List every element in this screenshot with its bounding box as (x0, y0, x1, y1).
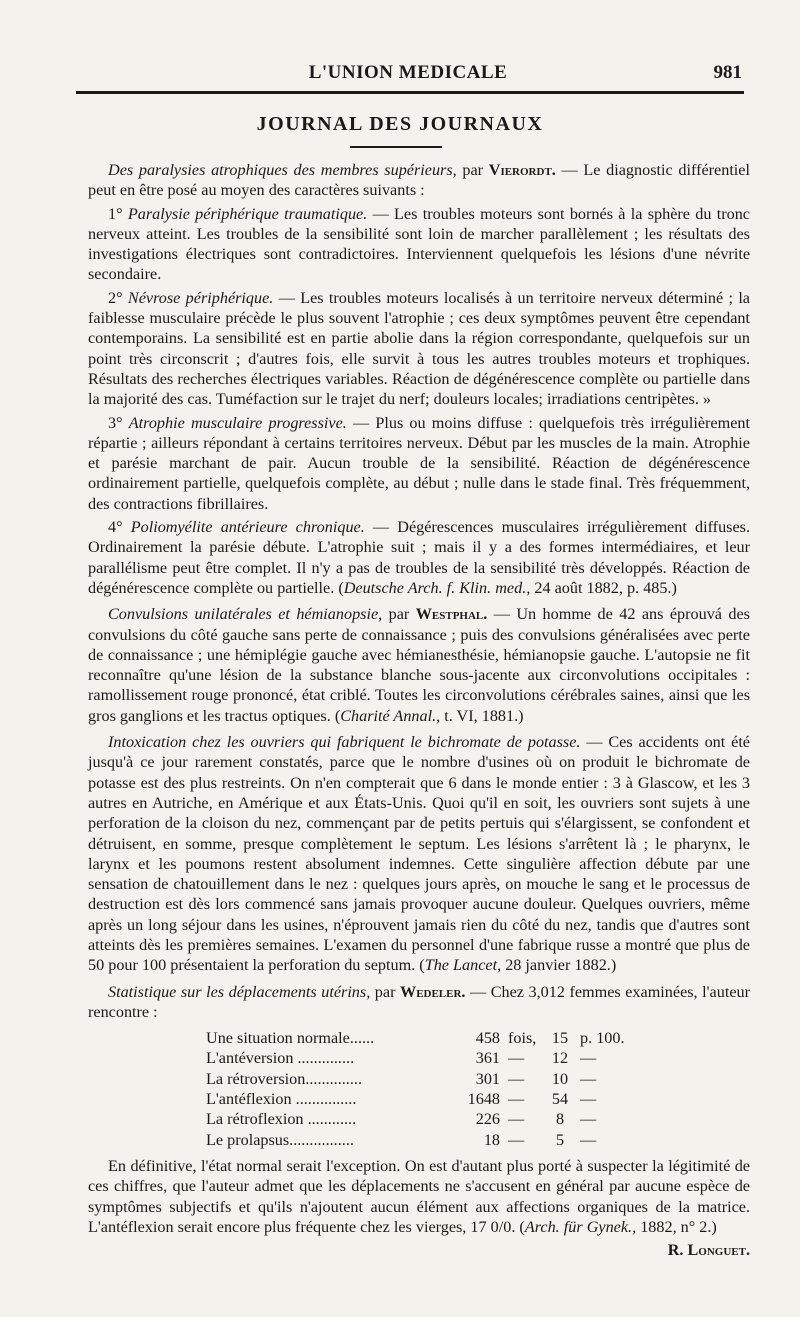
row-count: 458 (475, 1029, 500, 1048)
row-label: L'antéversion .............. (206, 1049, 355, 1068)
author-name: Vierordt. (488, 161, 556, 179)
row-label: Le prolapsus................ (206, 1130, 354, 1149)
row-label: L'antéflexion ............... (206, 1090, 357, 1109)
article-item (88, 413, 750, 514)
article-item (88, 288, 750, 410)
item-number: 2° (108, 288, 128, 307)
row-percent: 5 (555, 1130, 565, 1149)
row-percent-unit: — (580, 1049, 597, 1068)
item-text: — Les troubles moteurs localisés à un territoire nerveux déterminé ; la faiblesse musculaire précède le plus souvent l'atrophie ; ces deux symptômes peuvent être cependant contemporains. La sensibilité est en partie abolie dans la région correspondante, quelquefois sur un point très circonscrit ; d'autres fois, elle survit à tous les autres troubles moteurs et trophiques. Résultats des recherches électriques variables. Réaction de dégénérescence complète ou partielle dans la majorité des cas. Tuméfaction sur le trajet du nerf; douleurs locales; irradiations centripètes. » (88, 288, 750, 409)
article-conclusion (88, 1156, 750, 1237)
table-row (206, 1048, 625, 1068)
author-prefix: par (456, 161, 489, 179)
row-count: 1648 (467, 1090, 500, 1109)
item-text: — Dégérescences musculaires irrégulièrement diffuses. Ordinairement la parésie débute. L'atrophie suit ; mais il y a des formes intermédiaires, et leur parallélisme peut être complet. Il n'y a pas de troubles de la sensibilité très développés. Réaction de dégénérescence complète ou partielle. ( (88, 518, 750, 597)
author-prefix: par (370, 982, 400, 1001)
row-count: 361 (475, 1049, 500, 1068)
item-title: Paralysie périphérique traumatique. (127, 204, 368, 223)
article-title: Convulsions unilatérales et hémianopsie, (108, 605, 383, 624)
title-rule (350, 146, 442, 148)
table-row (206, 1130, 625, 1150)
header-rule (76, 91, 744, 94)
row-percent-unit: — (580, 1069, 597, 1088)
table-row (206, 1109, 625, 1129)
article-intro-text: — Le diagnostic différentiel peut en être posé au moyen des caractères suivants : (88, 161, 750, 200)
row-label: La rétroversion.............. (206, 1069, 362, 1088)
section-title: JOURNAL DES JOURNAUX (256, 113, 544, 135)
article-title: Des paralysies atrophiques des membres supérieurs, (108, 161, 457, 179)
row-unit: — (508, 1090, 525, 1109)
item-number: 3° (108, 413, 129, 432)
citation-source: Deutsche Arch. f. Klin. med., (343, 578, 531, 597)
row-count: 301 (475, 1069, 500, 1088)
citation-rest: 24 août 1882, p. 485.) (530, 578, 677, 597)
article-title: Intoxication chez les ouvriers qui fabriquent le bichromate de potasse. (108, 733, 581, 752)
row-unit: — (508, 1130, 525, 1149)
article-wedeler (88, 982, 750, 1023)
item-number: 1° (108, 204, 128, 223)
author-name: Wedeler. (400, 982, 466, 1001)
running-title: L'UNION MEDICALE (308, 62, 508, 83)
citation-rest: 1882, n° 2.) (636, 1217, 717, 1236)
row-percent: 15 (551, 1029, 569, 1048)
citation-rest: t. VI, 1881.) (440, 706, 524, 725)
article-item (88, 517, 750, 598)
signature-line (88, 1240, 750, 1260)
article-westphal (88, 604, 750, 726)
row-count: 226 (475, 1110, 500, 1129)
running-header (76, 58, 740, 88)
statistics-table (206, 1028, 625, 1150)
item-text: — Plus ou moins diffuse : quelquefois très irrégulièrement répartie ; ailleurs répondant à certains territoires nerveux. Début par les muscles de la main. Atrophie et parésie marchant de pair. Aucun trouble de la sensibilité. Réaction de dégénérescence ordinairement partielle, quelquefois complète, au début ; nulle dans le stade final. Très fréquemment, des contractions fibrillaires. (88, 413, 750, 513)
item-number: 4° (108, 518, 131, 537)
item-title: Névrose périphérique. (127, 288, 274, 307)
item-text: — Les troubles moteurs sont bornés à la sphère du tronc nerveux atteint. Les troubles de la sensibilité sont loin de marcher parallèlement ; les résultats des investigations électriques sont contradictoires. Interviennent quelquefois les lésions d'une névrite secondaire. (88, 204, 750, 284)
author-name: Westphal. (415, 605, 488, 624)
table-row (206, 1028, 625, 1048)
item-title: Atrophie musculaire progressive. (128, 413, 347, 432)
row-percent-unit: — (580, 1090, 597, 1109)
row-unit: fois, (508, 1029, 537, 1048)
article-text: — Ces accidents ont été jusqu'à ce jour rarement constatés, parce que le nombre d'usines où on produit le bichromate de potasse est des plus restreints. On n'en compterait que 6 dans le monde entier : 3 à Glascow, et les 3 autres en Autriche, en Amérique et aux États-Unis. Quoi qu'il en soit, les ouvriers sont sujets à une perforation de la cloison du nez, commençant par de petits pertuis qui s'élargissent, se confondent et détruisent, en somme, presque complètement le septum. Les lésions s'arrêtent là ; le pharynx, le larynx et les poumons restent absolument indemnes. Cette singulière affection débute par une sensation de chatouillement dans le nez : quelques jours après, on mouche le sang et le processus de destruction est dès lors commencé sans jamais provoquer aucune douleur. Quelques ouvriers, même après un long séjour dans les usines, n'éprouvent jamais rien du côté du nez, tandis que d'autres sont atteints dès les premières semaines. L'examen du personnel d'une fabrique russe a montré que plus de 50 pour 100 présentaient la perforation du septum. ( (88, 733, 750, 975)
table-row (206, 1089, 625, 1109)
citation-source: Charité Annal., (340, 706, 441, 725)
article-bichromate (88, 732, 750, 976)
row-percent: 10 (551, 1069, 569, 1088)
row-unit: — (508, 1049, 525, 1068)
article-vierordt-intro (88, 160, 750, 201)
page-number: 981 (713, 62, 742, 83)
table-row (206, 1069, 625, 1089)
row-unit: — (508, 1069, 525, 1088)
article-item (88, 204, 750, 285)
row-percent-unit: — (580, 1110, 597, 1129)
article-body (88, 160, 750, 1263)
citation-source: Arch. für Gynek., (524, 1217, 637, 1236)
citation-rest: 28 janvier 1882.) (501, 956, 617, 975)
row-count: 18 (483, 1130, 500, 1149)
row-percent: 8 (555, 1110, 565, 1129)
row-label: Une situation normale...... (206, 1029, 375, 1048)
article-intro-text: — Chez 3,012 femmes examinées, l'auteur rencontre : (88, 982, 750, 1021)
item-title: Poliomyélite antérieure chronique. (130, 518, 365, 537)
article-title: Statistique sur les déplacements utérins, (108, 982, 371, 1001)
article-text: — Un homme de 42 ans éprouvá des convulsions du côté gauche sans perte de connaissance ; puis des convulsions généralisées avec perte de connaissance ; une hémiplégie gauche avec hémianesthésie, hémianopsie gauche. L'autopsie ne fit reconnaître qu'une lésion de la substance blanche sous-jacente aux circonvolutions occipitales : ramollissement rouge prononcé, état criblé. Toutes les circonvolutions cérébrales saines, ainsi que les gros ganglions et les tractus optiques. ( (88, 605, 750, 725)
row-percent: 12 (551, 1049, 569, 1068)
author-prefix: par (382, 605, 416, 624)
row-percent-unit: p. 100. (580, 1029, 625, 1048)
row-percent: 54 (551, 1090, 569, 1109)
conclusion-text: En définitive, l'état normal serait l'exception. On est d'autant plus porté à suspecter la légitimité de ces chiffres, que l'auteur admet que les déplacements ne s'accusent en général par aucune espèce de symptômes subjectifs et qu'ils n'ajoutent aucun élément aux affections organiques de la matrice. L'antéflexion serait encore plus fréquente chez les vierges, 17 0/0. ( (88, 1156, 750, 1236)
row-percent-unit: — (580, 1130, 597, 1149)
row-unit: — (508, 1110, 525, 1129)
author-signature: R. Longuet. (667, 1241, 750, 1260)
row-label: La rétroflexion ............ (206, 1110, 357, 1129)
citation-source: The Lancet, (424, 956, 502, 975)
